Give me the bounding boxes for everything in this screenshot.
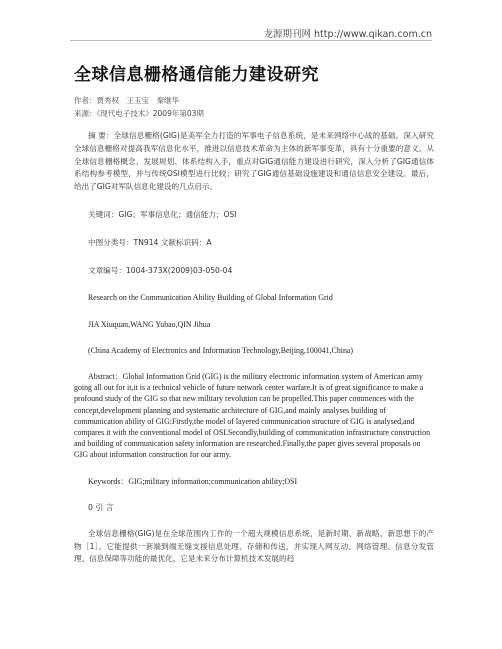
article-source: 《现代电子技术》2009年第03期 [96, 109, 204, 118]
site-header[interactable]: 龙源期刊网 http://www.qikan.com.cn [263, 29, 432, 40]
article-title: 全球信息栅格通信能力建设研究 [74, 65, 319, 85]
chinese-abstract: 摘 要：全球信息栅格(GIG)是美军全力打造的军事电子信息系统，是未来网络中心战的基础。深入研究全球信息栅格对提高我军信息化水平，推进以信息技术革命为主体的新军事变革，具有十分重要的意义。从全球信息栅格概念、发展规划、体系结构入手，重点对GIG通信能力建设进行研究，深入分析了GIG通信体系结构参考模型，并与传统OSI模型进行比较；研究了GIG通信基础设施建设和通信信息安全建设。最后，给出了GIG对军队信息化建设的几点启示。 [74, 131, 434, 192]
section-heading-introduction: 0 引 言 [88, 502, 114, 512]
classification-code: 中图分类号：TN914 文献标识码：A [88, 237, 212, 247]
article-authors: 贾秀权 王玉宝 秦继华 [96, 96, 179, 105]
english-abstract: Abstract：Global Information Grid (GIG) is the military electronic information system of American army going all out for it,it is a technical vehicle of future network center warfare.It is of great significance to make a profound study of the GIG so that new military revolution can be propelled.This paper commences with the concept,development planning and systematic architecture of GIG,and mainly analyses building of communication ability of GIG:Firstly,the model of layered communication structure of GIG is analysed,and compares it with the conventional model of OSI.Secondly,building of communication infrastructure construction and building of communication safety information are researched.Finally,the paper gives several proposals on GIG about information construction for our army. [74, 371, 431, 460]
authors-label: 作者： [74, 96, 97, 105]
english-authors: JIA Xiuquan,WANG Yubao,QIN Jihua [88, 319, 211, 329]
article-body [74, 60, 434, 566]
chinese-keywords: 关键词：GIG；军事信息化；通信能力；OSI [88, 209, 237, 219]
introduction-paragraph: 全球信息栅格(GIG)是在全球范围内工作的一个超大规模信息系统，是新时期、新战略、新思想下的产物［1］。它能提供一套端到端无缝支援信息处理、存储和传送，并实现人网互动、网络管理、信息分发管理、信息保障等功能的最优化，它是未来分布计算机技术发展的趋 [74, 528, 434, 564]
english-keywords: Keywords：GIG;military information;communication ability;OSI [88, 476, 298, 486]
source-label: 来源： [74, 109, 97, 118]
article-source-line [74, 107, 434, 120]
article-authors-line [74, 94, 434, 107]
article-number: 文章编号：1004-373X(2009)03-050-04 [88, 265, 233, 275]
english-title: Research on the Communication Ability Building of Global Information Grid [88, 293, 333, 303]
english-affiliation: (China Academy of Electronics and Information Technology,Beijing,100041,China) [88, 345, 354, 355]
header-divider [70, 40, 432, 41]
